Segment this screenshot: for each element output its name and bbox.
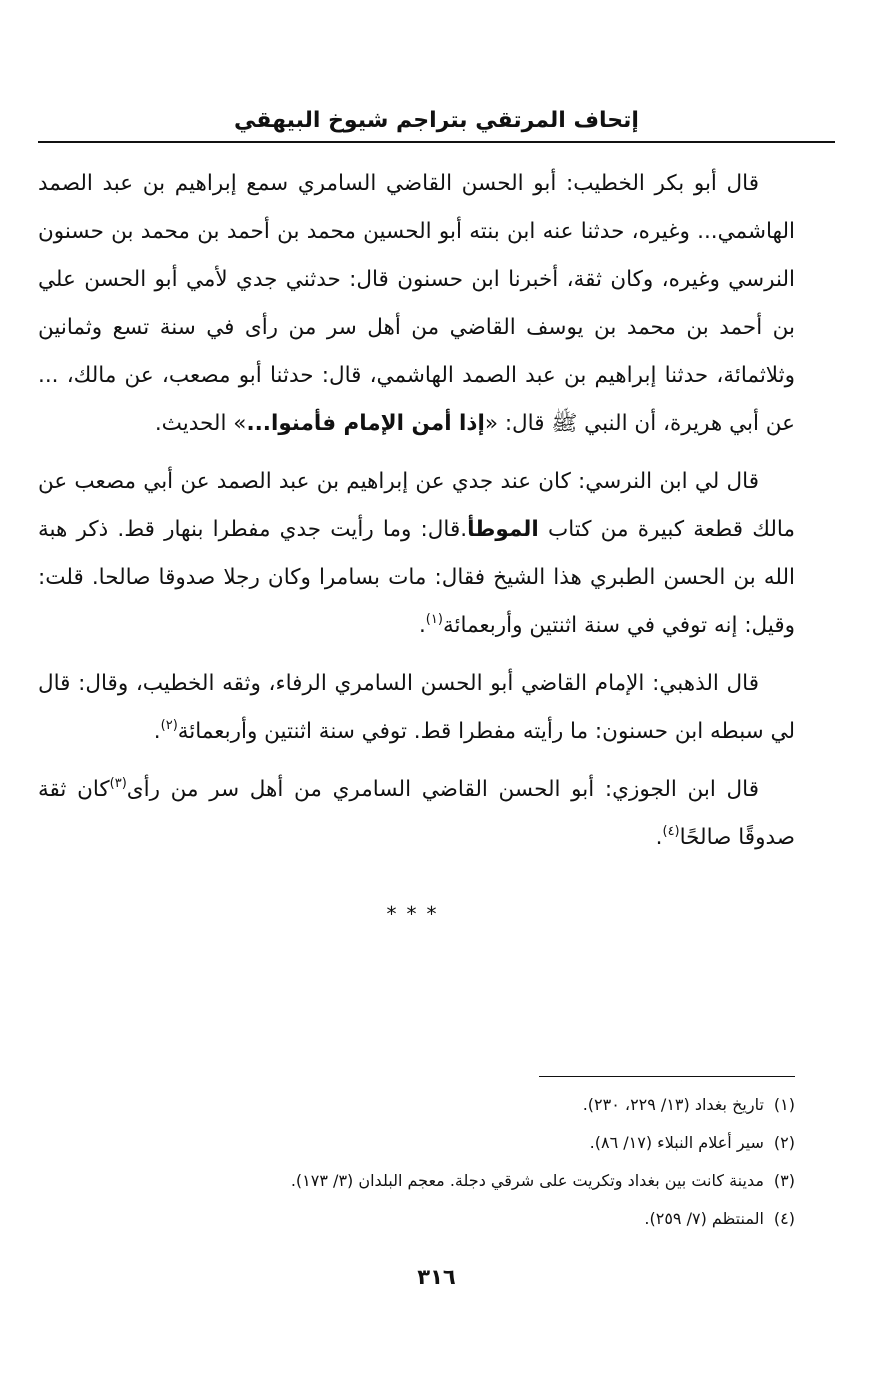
running-header: إتحاف المرتقي بتراجم شيوخ البيهقي [234, 108, 639, 133]
footnote-number: (١) [773, 1095, 795, 1114]
hadith-quote: إذا أمن الإمام فأمنوا... [246, 411, 485, 436]
footnote-number: (٤) [773, 1209, 795, 1228]
footnote-text: مدينة كانت بين بغداد وتكريت على شرقي دجلة. معجم البلدان (٣/ ١٧٣). [290, 1171, 764, 1190]
paragraph-text: .قال: وما رأيت جدي مفطرا بنهار قط. ذكر هبة الله بن الحسن الطبري هذا الشيخ فقال: مات بسامرا وكان رجلا صدوقا صالحا. قلت: وقيل: إنه توفي في سنة اثنتين وأربعمائة [38, 517, 795, 638]
footnote-ref: (٣) [109, 776, 127, 791]
footnote-text: تاريخ بغداد (١٣/ ٢٢٩، ٢٣٠). [582, 1095, 764, 1114]
paragraph-text: . [655, 825, 663, 850]
paragraph-text: . [418, 613, 426, 638]
paragraph-text: كان ثقة صدوقًا صالحًا [38, 777, 795, 850]
footnote-rule [539, 1076, 795, 1077]
paragraph-khatib [38, 160, 795, 448]
footnote-text: سير أعلام النبلاء (١٧/ ٨٦). [589, 1133, 764, 1152]
paragraph-text: » الحديث. [154, 411, 247, 436]
footnote-ref: (١) [425, 612, 443, 627]
paragraph-dhahabi [38, 660, 795, 756]
footnote-number: (٣) [773, 1171, 795, 1190]
paragraph-ibn-al-jawzi [38, 766, 795, 862]
section-separator: *** [386, 902, 447, 926]
footnote-ref: (٤) [662, 824, 680, 839]
paragraph-text: قال أبو بكر الخطيب: أبو الحسن القاضي السامري سمع إبراهيم بن عبد الصمد الهاشمي... وغيره، حدثنا عنه ابن بنته أبو الحسين محمد بن أحمد بن محمد بن حسنون النرسي وغيره، وكان ثقة، أخبرنا ابن حسنون قال: حدثني جدي لأمي أبو الحسن علي بن أحمد بن محمد بن يوسف القاضي من أهل سر من رأى في سنة تسع وثمانين وثلاثمائة، حدثنا إبراهيم بن عبد الصمد الهاشمي، قال: حدثنا أبو مصعب، عن مالك، ... عن أبي هريرة، أن النبي ﷺ قال: « [38, 171, 795, 436]
paragraph-text: . [153, 719, 161, 744]
paragraph-text: قال ابن الجوزي: أبو الحسن القاضي السامري من أهل سر من رأى [126, 777, 759, 802]
footnote-text: المنتظم (٧/ ٢٥٩). [644, 1209, 764, 1228]
footnote-item [38, 1086, 795, 1124]
paragraph-text: قال لي ابن النرسي: كان عند جدي عن إبراهيم بن عبد الصمد عن أبي مصعب عن مالك قطعة كبيرة من كتاب [38, 469, 796, 542]
page-number: ٣١٦ [417, 1265, 456, 1289]
paragraph-ibn-al-narsi [38, 458, 795, 650]
footnote-item [38, 1200, 795, 1238]
header-rule [38, 141, 835, 143]
footnote-item [38, 1124, 795, 1162]
footnote-item [38, 1162, 795, 1200]
paragraph-text: قال الذهبي: الإمام القاضي أبو الحسن السامري الرفاء، وثقه الخطيب، وقال: قال لي سبطه ابن حسنون: ما رأيته مفطرا قط. توفي سنة اثنتين وأربعمائة [38, 671, 795, 744]
footnote-ref: (٢) [160, 718, 178, 733]
footnote-number: (٢) [773, 1133, 795, 1152]
footnotes [38, 1086, 795, 1238]
book-title-muwatta: الموطأ [467, 517, 539, 542]
body-text [38, 160, 795, 934]
